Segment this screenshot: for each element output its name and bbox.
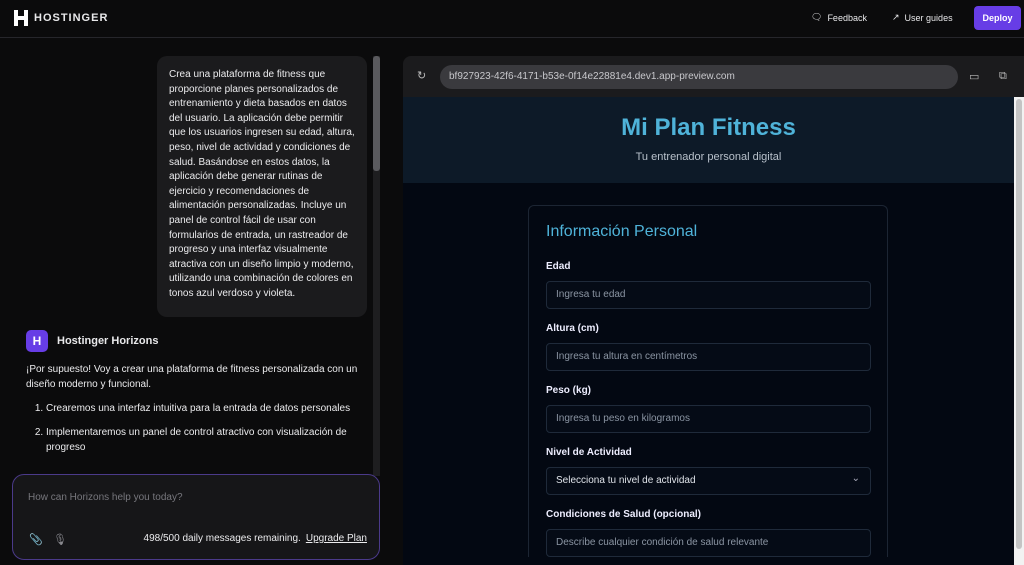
open-new-window-icon[interactable]: ⧉	[999, 70, 1007, 82]
upgrade-plan-link[interactable]: Upgrade Plan	[305, 533, 367, 544]
top-bar	[0, 0, 1024, 38]
user-message: Crea una plataforma de fitness que proporcione planes personalizados de entrenamiento y dieta basados en datos del usuario. La aplicación debe permitir que los usuarios ingresen su edad, altura, peso, nivel de actividad y condiciones de salud. Basándose en estos datos, la aplicación debe generar rutinas de ejercicio y recomendaciones de alimentación personalizadas. Incluye un panel de control fácil de usar con formularios de entrada, un rastreador de progreso y una interfaz visualmente atractiva con un diseño limpio y moderno, utilizando una combinación de colores en tonos azul verdoso y violeta.	[157, 56, 367, 317]
agent-intro: ¡Por supuesto! Voy a crear una plataforma de fitness personalizada con un diseño moderno y funcional.	[26, 364, 358, 390]
age-input[interactable]: Ingresa tu edad	[546, 281, 871, 309]
preview-panel	[403, 56, 1024, 565]
chat-bubble-icon: 🗨	[811, 12, 823, 22]
agent-step: 2. Implementaremos un panel de control atractivo con visualización de progreso	[46, 425, 361, 455]
site-subtitle: Tu entrenador personal digital	[635, 151, 782, 163]
hostinger-logo[interactable]	[14, 10, 108, 26]
height-input[interactable]: Ingresa tu altura en centímetros	[546, 343, 871, 371]
paperclip-icon[interactable]: 📎	[29, 534, 43, 546]
agent-header	[26, 330, 158, 352]
weight-input[interactable]: Ingresa tu peso en kilogramos	[546, 405, 871, 433]
agent-step: 1. Crearemos una interfaz intuitiva para la entrada de datos personales	[46, 401, 361, 416]
feedback-button[interactable]	[811, 12, 867, 23]
chat-input[interactable]	[12, 474, 380, 560]
chat-scrollbar[interactable]	[373, 56, 380, 476]
health-label: Condiciones de Salud (opcional)	[546, 509, 702, 520]
weight-label: Peso (kg)	[546, 385, 592, 396]
deploy-button[interactable]: Deploy	[974, 6, 1021, 30]
card-title: Información Personal	[546, 223, 698, 240]
site-header	[403, 97, 1014, 183]
url-bar[interactable]: bf927923-42f6-4171-b53e-0f14e22881e4.dev1.app-preview.com	[440, 65, 958, 89]
user-guides-label: User guides	[904, 12, 953, 23]
preview-scrollbar[interactable]	[1014, 97, 1024, 565]
horizons-logo-icon: H	[26, 330, 48, 352]
reload-icon[interactable]: ↻	[417, 70, 427, 82]
chat-input-placeholder: How can Horizons help you today?	[28, 492, 183, 503]
messages-remaining	[144, 533, 367, 544]
agent-message	[26, 362, 361, 464]
feedback-label: Feedback	[827, 12, 867, 23]
site-title: Mi Plan Fitness	[621, 114, 796, 141]
activity-select[interactable]	[546, 467, 871, 495]
activity-label: Nivel de Actividad	[546, 447, 632, 458]
user-guides-link[interactable]	[892, 12, 953, 23]
device-toggle-icon[interactable]: ▭	[969, 71, 980, 83]
microphone-icon[interactable]: 🎙	[53, 534, 67, 546]
agent-name: Hostinger Horizons	[57, 335, 159, 347]
age-label: Edad	[546, 261, 571, 272]
remaining-text: 498/500 daily messages remaining.	[143, 533, 301, 544]
brand-name: HOSTINGER	[34, 12, 109, 24]
external-link-icon: ↗	[892, 12, 900, 22]
height-label: Altura (cm)	[546, 323, 599, 334]
health-input[interactable]: Describe cualquier condición de salud relevante	[546, 529, 871, 557]
activity-value: Selecciona tu nivel de actividad	[556, 475, 696, 486]
site-preview	[403, 97, 1014, 565]
personal-info-card	[528, 205, 888, 557]
chevron-down-icon: ⌄	[851, 473, 860, 484]
hostinger-logo-icon	[14, 10, 28, 26]
